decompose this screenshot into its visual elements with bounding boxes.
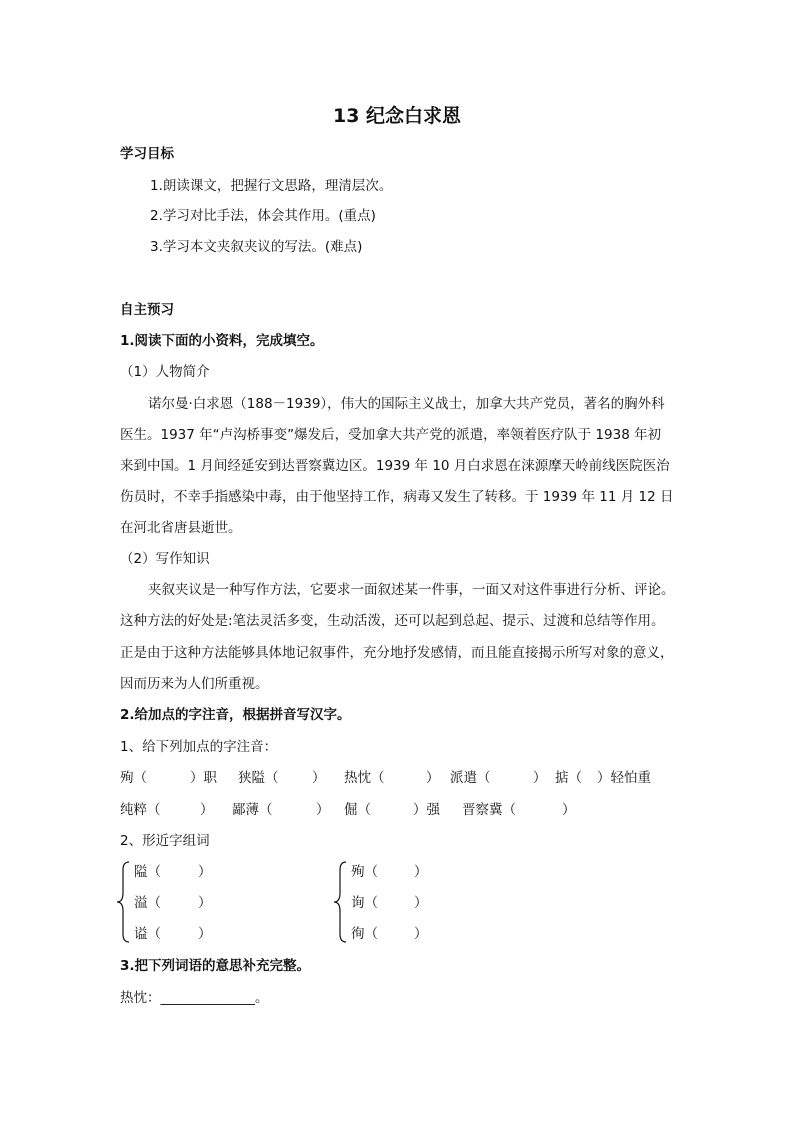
pinyin-item-close: ）轻怕重	[597, 770, 651, 786]
similar-char-item: 徇（	[351, 926, 378, 942]
objective-item: 1.朗读课文，把握行文思路，理清层次。	[150, 178, 393, 194]
writing-paragraph-line: 正是由于这种方法能够具体地记叙事件，充分地抒发感情，而且能直接揭示所写对象的意义，	[120, 645, 674, 661]
similar-char-item: 谥（	[134, 926, 161, 942]
pinyin-item-close: ）	[562, 802, 576, 818]
page-title: 13 纪念白求恩	[332, 105, 462, 127]
similar-char-item: 溢（	[134, 895, 161, 911]
pinyin-item-open: 晋察冀（	[462, 802, 516, 818]
pinyin-item-close: ）	[200, 802, 214, 818]
pinyin-item-open: 狭隘（	[238, 770, 279, 786]
similar-char-close: ）	[198, 926, 212, 942]
pinyin-item-open: 热忱（	[344, 770, 385, 786]
similar-char-close: ）	[414, 926, 428, 942]
pinyin-item-close: ）	[312, 770, 326, 786]
bio-paragraph-line: 来到中国。1 月间经延安到达晋察冀边区。1939 年 10 月白求恩在涞源摩天岭前线医院医治	[120, 458, 670, 474]
definition-item	[120, 988, 269, 1008]
objectives-heading: 学习目标	[120, 146, 174, 162]
definition-term: 热忱：	[120, 990, 161, 1006]
right-group-brace	[333, 860, 349, 944]
section-label-bio: （1）人物简介	[120, 364, 210, 380]
definition-blank: ______________	[160, 990, 255, 1006]
question-2-title: 2.给加点的字注音，根据拼音写汉字。	[120, 707, 351, 723]
question-3-title: 3.把下列词语的意思补充完整。	[120, 958, 311, 974]
preview-heading: 自主预习	[120, 302, 174, 318]
bio-paragraph-line: 诺尔曼·白求恩（188－1939），伟大的国际主义战士，加拿大共产党员，著名的胸外科	[148, 396, 665, 412]
similar-char-close: ）	[414, 864, 428, 880]
similar-char-close: ）	[414, 895, 428, 911]
similar-char-item: 隘（	[134, 864, 161, 880]
part-2-label: 2、形近字组词	[120, 833, 210, 849]
part-1-label: 1、给下列加点的字注音：	[120, 739, 278, 755]
left-brace	[116, 860, 132, 944]
bio-paragraph-line: 医生。1937 年“卢沟桥事变”爆发后，受加拿大共产党的派遣，率领着医疗队于 1938 年初	[120, 427, 662, 443]
pinyin-item-open: 派遣（	[450, 770, 491, 786]
similar-char-item: 询（	[351, 895, 378, 911]
pinyin-item-open: 纯粹（	[120, 802, 161, 818]
writing-paragraph-line: 夹叙夹议是一种写作方法，它要求一面叙述某一件事，一面又对这件事进行分析、评论。	[148, 582, 675, 598]
similar-char-close: ）	[198, 895, 212, 911]
pinyin-item-open: 殉（	[120, 770, 147, 786]
pinyin-item-close: ）	[316, 802, 330, 818]
question-1-title: 1.阅读下面的小资料，完成填空。	[120, 333, 324, 349]
bio-paragraph-line: 在河北省唐县逝世。	[120, 520, 242, 536]
writing-paragraph-line: 因而历来为人们所重视。	[120, 676, 269, 692]
pinyin-item-open: 鄙薄（	[232, 802, 273, 818]
pinyin-item-close: ）	[426, 770, 440, 786]
objective-item: 3.学习本文夹叙夹议的写法。(难点)	[150, 239, 363, 255]
pinyin-item-close: ）强	[413, 802, 440, 818]
pinyin-item-open: 倔（	[344, 802, 371, 818]
bio-paragraph-line: 伤员时，不幸手指感染中毒，由于他坚持工作，病毒又发生了转移。于 1939 年 11 月 12 日	[120, 489, 674, 505]
pinyin-item-open: 掂（	[555, 770, 582, 786]
similar-char-item: 殉（	[351, 864, 378, 880]
objective-item: 2.学习对比手法，体会其作用。(重点)	[150, 208, 376, 224]
similar-char-close: ）	[198, 864, 212, 880]
definition-end: 。	[255, 990, 269, 1006]
pinyin-item-close: ）职	[190, 770, 217, 786]
pinyin-item-close: ）	[533, 770, 547, 786]
writing-paragraph-line: 这种方法的好处是:笔法灵活多变，生动活泼，还可以起到总起、提示、过渡和总结等作用。	[120, 613, 665, 629]
section-label-writing: （2）写作知识	[120, 551, 210, 567]
